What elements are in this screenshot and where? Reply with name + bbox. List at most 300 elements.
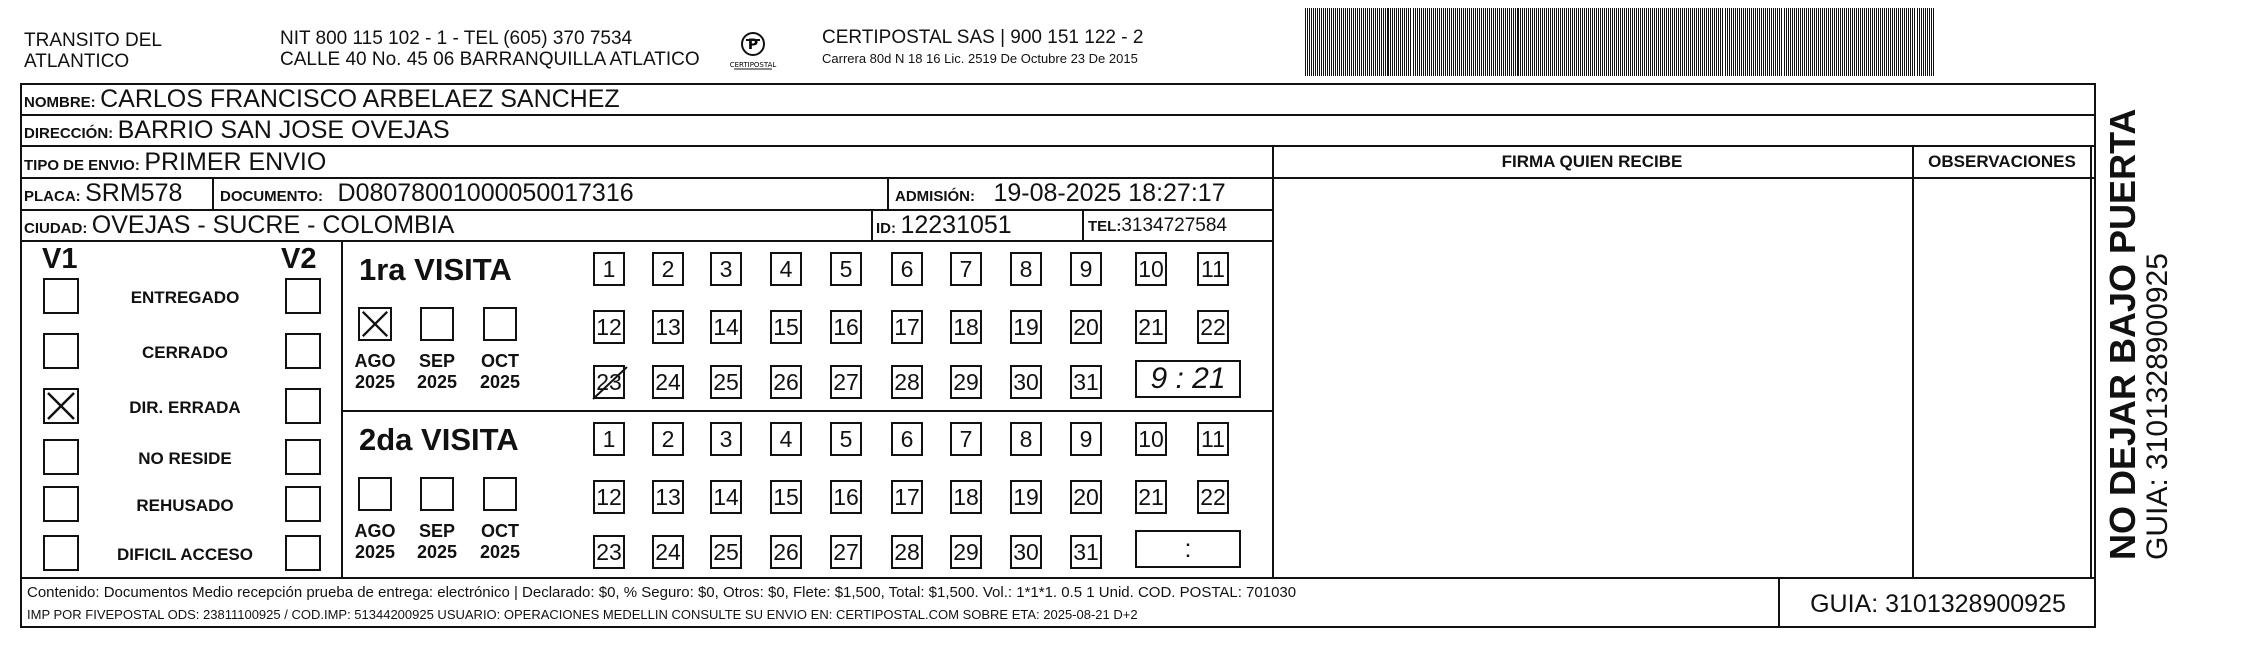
barcode-bar xyxy=(1622,8,1623,76)
barcode-bar xyxy=(1616,8,1617,76)
barcode-bar xyxy=(1483,8,1484,76)
barcode-bar xyxy=(1747,8,1748,76)
barcode-bar xyxy=(1846,8,1847,76)
barcode-bar xyxy=(1658,8,1659,76)
day-box[interactable]: 27 xyxy=(830,365,862,399)
barcode-bar xyxy=(1361,8,1362,76)
v2-checkbox[interactable] xyxy=(285,278,321,314)
barcode-bar xyxy=(1461,8,1462,76)
barcode-bar xyxy=(1505,8,1506,76)
v1-checkbox[interactable] xyxy=(43,535,79,571)
barcode-bar xyxy=(1919,8,1920,76)
barcode-bar xyxy=(1708,8,1709,76)
v1-label: V1 xyxy=(42,243,78,275)
day-box[interactable]: 30 xyxy=(1010,535,1042,569)
barcode-bar xyxy=(1786,8,1787,76)
v2-checkbox[interactable] xyxy=(285,535,321,571)
barcode-bar xyxy=(1684,8,1685,76)
v1-checkbox[interactable] xyxy=(43,486,79,522)
month-label xyxy=(402,351,472,393)
day-box[interactable]: 24 xyxy=(652,535,684,569)
barcode-bar xyxy=(1773,8,1774,76)
barcode-bar xyxy=(1387,8,1389,76)
barcode-bar xyxy=(1351,8,1352,76)
barcode-bar xyxy=(1548,8,1549,76)
day-box[interactable]: 10 xyxy=(1135,252,1167,286)
ciudad-row xyxy=(24,211,454,240)
v1-checkbox[interactable] xyxy=(43,388,79,424)
barcode-bar xyxy=(1564,8,1565,76)
admision-cell xyxy=(895,179,1226,208)
col-divider xyxy=(1912,145,1914,577)
barcode-bar xyxy=(1406,8,1407,76)
barcode-bar xyxy=(1572,8,1573,76)
month-checkbox[interactable] xyxy=(483,307,517,341)
barcode-bar xyxy=(1672,8,1673,76)
v2-checkbox[interactable] xyxy=(285,439,321,475)
v2-label: V2 xyxy=(281,243,317,275)
barcode-bar xyxy=(1311,8,1312,76)
barcode-bar xyxy=(1317,8,1318,76)
barcode-bar xyxy=(1517,8,1519,76)
day-box[interactable]: 18 xyxy=(950,480,982,514)
day-box[interactable]: 9 xyxy=(1070,252,1102,286)
day-box[interactable]: 6 xyxy=(891,252,923,286)
day-box[interactable]: 13 xyxy=(652,480,684,514)
v2-checkbox[interactable] xyxy=(285,333,321,369)
visit-divider xyxy=(341,410,1272,412)
barcode-bar xyxy=(1570,8,1571,76)
barcode-bar xyxy=(1477,8,1478,76)
day-box[interactable]: 4 xyxy=(770,422,802,456)
barcode-bar xyxy=(1396,8,1397,76)
barcode-bar xyxy=(1628,8,1629,76)
barcode-bar xyxy=(1421,8,1422,76)
barcode-bar xyxy=(1526,8,1527,76)
barcode-bar xyxy=(1686,8,1687,76)
barcode-bar xyxy=(1632,8,1633,76)
barcode-bar xyxy=(1481,8,1482,76)
barcode-bar xyxy=(1554,8,1555,76)
barcode-bar xyxy=(1515,8,1516,76)
barcode-bar xyxy=(1485,8,1486,76)
day-box[interactable]: 10 xyxy=(1135,422,1167,456)
barcode-bar xyxy=(1788,8,1789,76)
barcode-bar xyxy=(1834,8,1835,76)
barcode-bar xyxy=(1556,8,1557,76)
barcode-bar xyxy=(1465,8,1466,76)
barcode-bar xyxy=(1473,8,1474,76)
barcode-bar xyxy=(1507,8,1508,76)
row-divider xyxy=(20,240,1272,242)
direccion-label: DIRECCIÓN: xyxy=(24,125,114,142)
day-box[interactable]: 6 xyxy=(891,422,923,456)
barcode-bar xyxy=(1398,8,1399,76)
barcode-bar xyxy=(1868,8,1869,76)
barcode-bar xyxy=(1339,8,1340,76)
barcode-bar xyxy=(1509,8,1510,76)
barcode-bar xyxy=(1890,8,1891,76)
barcode-bar xyxy=(1733,8,1734,76)
day-box[interactable]: 23 xyxy=(593,535,625,569)
col-divider xyxy=(212,177,214,209)
barcode-bar xyxy=(1331,8,1332,76)
v2-checkbox[interactable] xyxy=(285,486,321,522)
barcode-bar xyxy=(1560,8,1561,76)
barcode-bar xyxy=(1449,8,1450,76)
month-checkbox[interactable] xyxy=(358,307,392,341)
barcode-bar xyxy=(1838,8,1839,76)
barcode-bar xyxy=(1410,8,1411,76)
barcode-bar xyxy=(1822,8,1823,76)
time-box[interactable]: : xyxy=(1135,530,1241,568)
day-box[interactable]: 17 xyxy=(891,480,923,514)
barcode-bar xyxy=(1668,8,1669,76)
placa-row xyxy=(24,179,182,208)
barcode-bar xyxy=(1682,8,1683,76)
barcode-bar xyxy=(1694,8,1695,76)
barcode-bar xyxy=(1784,8,1785,76)
barcode-bar xyxy=(1598,8,1599,76)
barcode-bar xyxy=(1522,8,1523,76)
sender-nit: NIT 800 115 102 - 1 - TEL (605) 370 7534 xyxy=(280,28,633,49)
day-box[interactable]: 11 xyxy=(1197,252,1229,286)
id-label: ID: xyxy=(876,220,896,237)
barcode-bar xyxy=(1459,8,1460,76)
day-box[interactable]: 9 xyxy=(1070,422,1102,456)
barcode-bar xyxy=(1347,8,1348,76)
barcode-bar xyxy=(1850,8,1851,76)
tel-label: TEL: xyxy=(1088,218,1122,235)
tel-value: 3134727584 xyxy=(1121,215,1227,236)
day-box[interactable]: 19 xyxy=(1010,480,1042,514)
barcode-bar xyxy=(1546,8,1547,76)
barcode-bar xyxy=(1642,8,1643,76)
barcode-bar xyxy=(1307,8,1308,76)
barcode-bar xyxy=(1666,8,1667,76)
barcode-bar xyxy=(1718,8,1719,76)
barcode-bar xyxy=(1860,8,1861,76)
day-box[interactable]: 27 xyxy=(830,535,862,569)
day-box[interactable]: 16 xyxy=(830,480,862,514)
status-option-label: ENTREGADO xyxy=(130,288,240,307)
admision-label: ADMISIÓN: xyxy=(895,188,975,205)
footer-line2: IMP POR FIVEPOSTAL ODS: 23811100925 / COD.IMP: 51344200925 USUARIO: OPERACIONES MEDELLIN CONSULTE SU ENVIO EN: CERTIPOSTAL.COM SOBRE ETA: 2025-08-21 D+2 xyxy=(27,607,1138,622)
carrier-line1: CERTIPOSTAL SAS | 900 151 122 - 2 xyxy=(822,27,1144,48)
month-checkbox[interactable] xyxy=(483,477,517,511)
day-box[interactable]: 15 xyxy=(770,480,802,514)
barcode-bar xyxy=(1898,8,1899,76)
barcode-bar xyxy=(1588,8,1589,76)
barcode-bar xyxy=(1305,8,1306,76)
barcode-bar xyxy=(1856,8,1857,76)
sender-line1: TRANSITO DEL xyxy=(24,30,162,51)
day-box[interactable]: 23 xyxy=(593,365,625,399)
barcode-bar xyxy=(1792,8,1793,76)
day-box[interactable]: 1 xyxy=(593,422,625,456)
day-box[interactable]: 2 xyxy=(652,252,684,286)
barcode-bar xyxy=(1343,8,1344,76)
day-box[interactable]: 18 xyxy=(950,310,982,344)
barcode-bar xyxy=(1441,8,1442,76)
barcode-bar xyxy=(1716,8,1717,76)
barcode-bar xyxy=(1739,8,1740,76)
barcode-bar xyxy=(1467,8,1468,76)
month-checkbox[interactable] xyxy=(420,307,454,341)
barcode-bar xyxy=(1594,8,1595,76)
barcode-bar xyxy=(1359,8,1360,76)
barcode-bar xyxy=(1840,8,1841,76)
side-text xyxy=(2104,90,2174,560)
month-label xyxy=(465,351,535,393)
barcode-bar xyxy=(1475,8,1476,76)
barcode-bar xyxy=(1369,8,1370,76)
barcode-bar xyxy=(1337,8,1338,76)
barcode-bar xyxy=(1497,8,1498,76)
day-box[interactable]: 28 xyxy=(891,535,923,569)
barcode-bar xyxy=(1810,8,1811,76)
barcode-bar xyxy=(1415,8,1416,76)
barcode-bar xyxy=(1371,8,1372,76)
svg-text:P: P xyxy=(747,37,759,53)
barcode-bar xyxy=(1751,8,1752,76)
barcode-bar xyxy=(1530,8,1531,76)
day-box[interactable]: 4 xyxy=(770,252,802,286)
barcode-bar xyxy=(1722,8,1723,76)
barcode-bar xyxy=(1878,8,1879,76)
barcode-bar xyxy=(1914,8,1915,76)
day-box[interactable]: 1 xyxy=(593,252,625,286)
day-box[interactable]: 12 xyxy=(593,310,625,344)
barcode-bar xyxy=(1582,8,1583,76)
barcode-bar xyxy=(1341,8,1342,76)
barcode-bar xyxy=(1832,8,1833,76)
barcode-bar xyxy=(1329,8,1330,76)
barcode-bar xyxy=(1696,8,1697,76)
sender-name xyxy=(24,30,162,72)
barcode-bar xyxy=(1489,8,1490,76)
barcode-bar xyxy=(1876,8,1877,76)
barcode-bar xyxy=(1648,8,1649,76)
barcode-bar xyxy=(1345,8,1346,76)
day-box[interactable]: 7 xyxy=(950,252,982,286)
barcode-bar xyxy=(1335,8,1336,76)
day-box[interactable]: 31 xyxy=(1070,535,1102,569)
day-box[interactable]: 29 xyxy=(950,535,982,569)
day-box[interactable]: 21 xyxy=(1135,480,1167,514)
barcode-bar xyxy=(1542,8,1543,76)
barcode-bar xyxy=(1866,8,1867,76)
day-box[interactable]: 7 xyxy=(950,422,982,456)
barcode-bar xyxy=(1451,8,1452,76)
barcode-bar xyxy=(1487,8,1488,76)
day-box[interactable]: 28 xyxy=(891,365,923,399)
day-box[interactable]: 11 xyxy=(1197,422,1229,456)
day-box[interactable]: 29 xyxy=(950,365,982,399)
day-box[interactable]: 26 xyxy=(770,365,802,399)
barcode-bar xyxy=(1826,8,1827,76)
barcode-bar xyxy=(1323,8,1324,76)
barcode-bar xyxy=(1580,8,1581,76)
barcode-bar xyxy=(1315,8,1316,76)
barcode-bar xyxy=(1745,8,1746,76)
certipostal-logo xyxy=(728,30,778,72)
ciudad-value: OVEJAS - SUCRE - COLOMBIA xyxy=(91,211,455,239)
barcode-bar xyxy=(1790,8,1791,76)
day-box[interactable]: 8 xyxy=(1010,422,1042,456)
day-box[interactable]: 15 xyxy=(770,310,802,344)
barcode-bar xyxy=(1373,8,1374,76)
barcode-bar xyxy=(1524,8,1525,76)
barcode-bar xyxy=(1612,8,1613,76)
barcode-bar xyxy=(1828,8,1829,76)
carrier-info xyxy=(822,27,1143,66)
placa-value: SRM578 xyxy=(85,179,183,207)
time-box[interactable]: 9 : 21 xyxy=(1135,360,1241,398)
barcode-bar xyxy=(1602,8,1603,76)
ciudad-label: CIUDAD: xyxy=(24,220,88,237)
barcode-bar xyxy=(1656,8,1657,76)
barcode-bar xyxy=(1702,8,1703,76)
barcode-bar xyxy=(1888,8,1889,76)
barcode-bar xyxy=(1479,8,1480,76)
day-box[interactable]: 12 xyxy=(593,480,625,514)
day-box[interactable]: 13 xyxy=(652,310,684,344)
v1-checkbox[interactable] xyxy=(43,333,79,369)
month-checkbox[interactable] xyxy=(420,477,454,511)
col-divider xyxy=(2090,145,2092,577)
barcode-bar xyxy=(1501,8,1502,76)
barcode-bar xyxy=(1544,8,1545,76)
barcode-bar xyxy=(1592,8,1593,76)
month-year: 2025 xyxy=(354,372,396,392)
barcode-bar xyxy=(1729,8,1730,76)
day-box[interactable]: 2 xyxy=(652,422,684,456)
barcode-bar xyxy=(1737,8,1738,76)
barcode-bar xyxy=(1670,8,1671,76)
firma-label: FIRMA QUIEN RECIBE xyxy=(1501,152,1683,171)
barcode-bar xyxy=(1355,8,1356,76)
day-box[interactable]: 16 xyxy=(830,310,862,344)
barcode-bar xyxy=(1443,8,1444,76)
v1-checkbox[interactable] xyxy=(43,439,79,475)
barcode-bar xyxy=(1392,8,1393,76)
v1-checkbox[interactable] xyxy=(43,278,79,314)
barcode-bar xyxy=(1431,8,1432,76)
barcode-bar xyxy=(1469,8,1470,76)
barcode-bar xyxy=(1767,8,1768,76)
sender-address: CALLE 40 No. 45 06 BARRANQUILLA ATLATICO xyxy=(280,49,700,70)
day-box[interactable]: 30 xyxy=(1010,365,1042,399)
barcode-bar xyxy=(1636,8,1637,76)
month-name: SEP xyxy=(418,521,456,541)
day-box[interactable]: 22 xyxy=(1197,310,1229,344)
svg-text:CERTIPOSTAL: CERTIPOSTAL xyxy=(729,61,777,69)
month-year: 2025 xyxy=(416,542,458,562)
barcode-bar xyxy=(1741,8,1742,76)
v2-checkbox[interactable] xyxy=(285,388,321,424)
day-box[interactable]: 26 xyxy=(770,535,802,569)
barcode-bar xyxy=(1429,8,1430,76)
barcode-bar xyxy=(1495,8,1496,76)
day-box[interactable]: 5 xyxy=(830,252,862,286)
month-checkbox[interactable] xyxy=(358,477,392,511)
barcode-bar xyxy=(1690,8,1691,76)
barcode-bar xyxy=(1576,8,1577,76)
barcode-bar xyxy=(1662,8,1663,76)
day-box[interactable]: 31 xyxy=(1070,365,1102,399)
barcode-bar xyxy=(1910,8,1911,76)
barcode-bar xyxy=(1620,8,1621,76)
barcode-bar xyxy=(1727,8,1728,76)
barcode-bar xyxy=(1417,8,1418,76)
status-option-label: REHUSADO xyxy=(136,496,234,515)
day-box[interactable]: 20 xyxy=(1070,310,1102,344)
barcode-bar xyxy=(1743,8,1744,76)
day-box[interactable]: 24 xyxy=(652,365,684,399)
barcode-bar xyxy=(1433,8,1434,76)
visit-title: 1ra VISITA xyxy=(359,252,512,287)
barcode-bar xyxy=(1765,8,1766,76)
day-box[interactable]: 17 xyxy=(891,310,923,344)
day-box[interactable]: 25 xyxy=(710,365,742,399)
day-box[interactable]: 14 xyxy=(710,310,742,344)
barcode-bar xyxy=(1688,8,1689,76)
barcode-bar xyxy=(1808,8,1809,76)
barcode-bar xyxy=(1618,8,1619,76)
day-box[interactable]: 22 xyxy=(1197,480,1229,514)
barcode-bar xyxy=(1779,8,1780,76)
barcode-bar xyxy=(1806,8,1807,76)
barcode-bar xyxy=(1652,8,1653,76)
col-divider xyxy=(1272,145,1274,577)
barcode-bar xyxy=(1858,8,1859,76)
barcode-bar xyxy=(1493,8,1494,76)
day-box[interactable]: 20 xyxy=(1070,480,1102,514)
barcode-bar xyxy=(1763,8,1764,76)
day-box[interactable]: 3 xyxy=(710,422,742,456)
barcode-bar xyxy=(1769,8,1770,76)
day-box[interactable]: 14 xyxy=(710,480,742,514)
barcode-bar xyxy=(1816,8,1817,76)
day-box[interactable]: 25 xyxy=(710,535,742,569)
documento-cell xyxy=(220,179,634,208)
month-year: 2025 xyxy=(416,372,458,392)
day-box[interactable]: 5 xyxy=(830,422,862,456)
barcode-bar xyxy=(1654,8,1655,76)
barcode-bar xyxy=(1550,8,1551,76)
barcode-bar xyxy=(1848,8,1849,76)
day-box[interactable]: 21 xyxy=(1135,310,1167,344)
barcode-bar xyxy=(1824,8,1825,76)
day-box[interactable]: 8 xyxy=(1010,252,1042,286)
barcode-bar xyxy=(1309,8,1310,76)
tipo-label: TIPO DE ENVIO: xyxy=(24,157,140,174)
barcode-bar xyxy=(1908,8,1909,76)
barcode-bar xyxy=(1640,8,1641,76)
barcode-bar xyxy=(1731,8,1732,76)
barcode-bar xyxy=(1578,8,1579,76)
barcode-bar xyxy=(1404,8,1405,76)
barcode-bar xyxy=(1349,8,1350,76)
barcode-bar xyxy=(1660,8,1661,76)
barcode-bar xyxy=(1363,8,1364,76)
day-box[interactable]: 3 xyxy=(710,252,742,286)
barcode-bar xyxy=(1365,8,1366,76)
day-box[interactable]: 19 xyxy=(1010,310,1042,344)
barcode-bar xyxy=(1775,8,1776,76)
barcode-bar xyxy=(1536,8,1537,76)
